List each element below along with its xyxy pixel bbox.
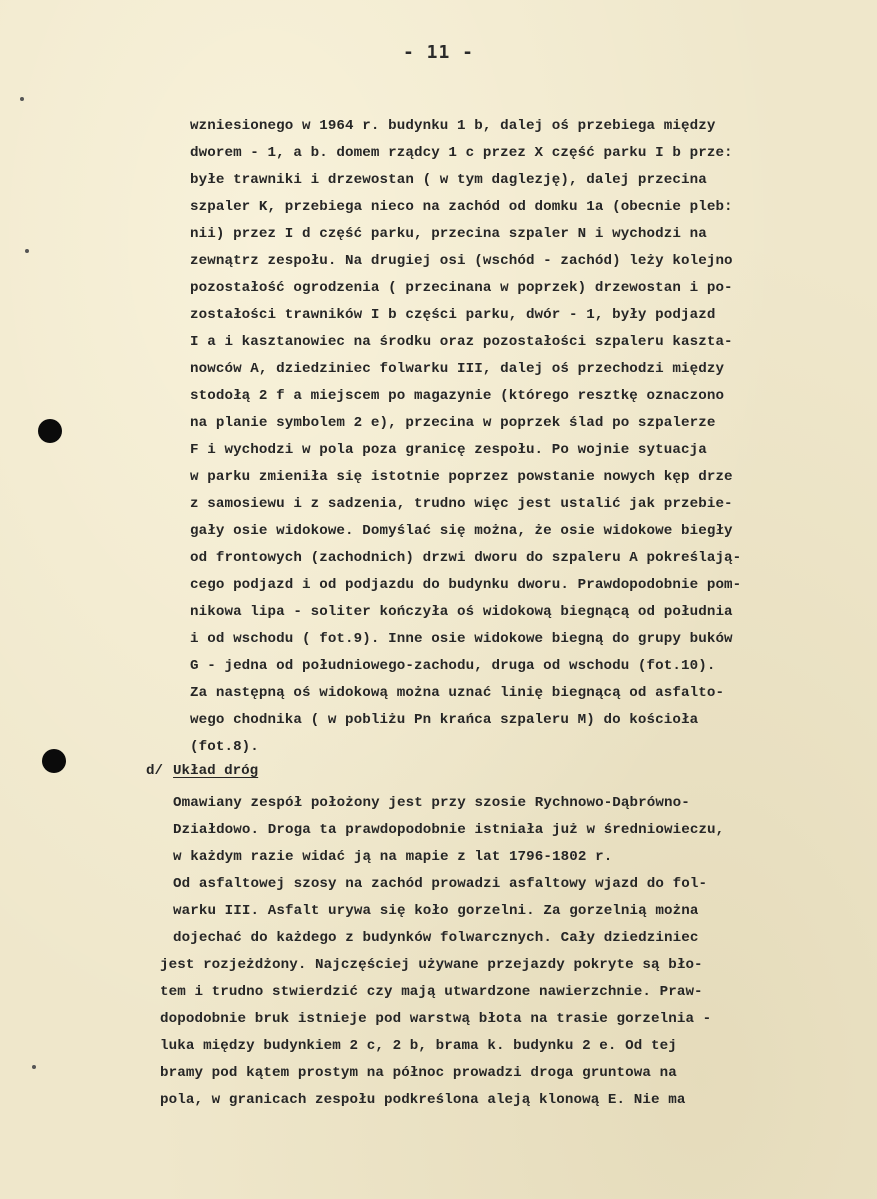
text-line: tem i trudno stwierdzić czy mają utwardzone nawierzchnie. Praw- [160, 984, 703, 1000]
text-line: nikowa lipa - soliter kończyła oś widokową biegnącą od południa [190, 604, 733, 620]
text-line: nowców A, dziedziniec folwarku III, dalej oś przechodzi między [190, 361, 725, 377]
section-heading [146, 762, 258, 780]
text-line: dworem - 1, a b. domem rządcy 1 c przez X część parku I b prze: [190, 145, 733, 161]
text-line: pola, w granicach zespołu podkreślona aleją klonową E. Nie ma [160, 1092, 686, 1108]
text-line: wzniesionego w 1964 r. budynku 1 b, dalej oś przebiega między [190, 118, 716, 134]
text-line: od frontowych (zachodnich) drzwi dworu do szpaleru A pokreślają- [190, 550, 742, 566]
text-line: cego podjazd i od podjazdu do budynku dworu. Prawdopodobnie pom- [190, 577, 742, 593]
text-line: Omawiany zespół położony jest przy szosie Rychnowo-Dąbrówno- [173, 795, 690, 811]
text-line: w parku zmieniła się istotnie poprzez powstanie nowych kęp drze [190, 469, 733, 485]
text-line: bramy pod kątem prostym na północ prowadzi droga gruntowa na [160, 1065, 677, 1081]
text-line: i od wschodu ( fot.9). Inne osie widokowe biegną do grupy buków [190, 631, 733, 647]
text-line: I a i kasztanowiec na środku oraz pozostałości szpaleru kaszta- [190, 334, 733, 350]
text-line: nii) przez I d część parku, przecina szpaler N i wychodzi na [190, 226, 707, 242]
page-number: - 11 - [402, 42, 475, 63]
text-line: stodołą 2 f a miejscem po magazynie (którego resztkę oznaczono [190, 388, 725, 404]
text-line: na planie symbolem 2 e), przecina w poprzek ślad po szpalerze [190, 415, 716, 431]
margin-dot [32, 1065, 36, 1069]
text-line: z samosiewu i z sadzenia, trudno więc jest ustalić jak przebie- [190, 496, 733, 512]
text-line: dojechać do każdego z budynków folwarcznych. Cały dziedziniec [173, 930, 699, 946]
section-title: Układ dróg [173, 763, 259, 779]
text-line: szpaler K, przebiega nieco na zachód od domku 1a (obecnie pleb: [190, 199, 733, 215]
text-line: zewnątrz zespołu. Na drugiej osi (wschód - zachód) leży kolejno [190, 253, 733, 269]
text-line: byłe trawniki i drzewostan ( w tym daglezję), dalej przecina [190, 172, 707, 188]
binder-hole-top [38, 419, 62, 443]
text-line: zostałości trawników I b części parku, dwór - 1, były podjazd [190, 307, 716, 323]
text-line: gały osie widokowe. Domyślać się można, że osie widokowe biegły [190, 523, 733, 539]
text-line: Za następną oś widokową można uznać linię biegnącą od asfalto- [190, 685, 725, 701]
text-line: Działdowo. Droga ta prawdopodobnie istniała już w średniowieczu, [173, 822, 725, 838]
margin-dot [20, 97, 24, 101]
margin-dot [25, 249, 29, 253]
text-line: jest rozjeżdżony. Najczęściej używane przejazdy pokryte są bło- [160, 957, 703, 973]
section-marker: d/ [146, 763, 164, 779]
text-line: warku III. Asfalt urywa się koło gorzelni. Za gorzelnią można [173, 903, 699, 919]
binder-hole-bottom [42, 749, 66, 773]
text-line: w każdym razie widać ją na mapie z lat 1796-1802 r. [173, 849, 613, 865]
text-line: luka między budynkiem 2 c, 2 b, brama k. budynku 2 e. Od tej [160, 1038, 677, 1054]
text-line: Od asfaltowej szosy na zachód prowadzi asfaltowy wjazd do fol- [173, 876, 708, 892]
text-line: dopodobnie bruk istnieje pod warstwą błota na trasie gorzelnia - [160, 1011, 712, 1027]
text-line: pozostałość ogrodzenia ( przecinana w poprzek) drzewostan i po- [190, 280, 733, 296]
text-line: wego chodnika ( w pobliżu Pn krańca szpaleru M) do kościoła [190, 712, 699, 728]
text-line: (fot.8). [190, 739, 259, 755]
text-line: G - jedna od południowego-zachodu, druga od wschodu (fot.10). [190, 658, 716, 674]
text-line: F i wychodzi w pola poza granicę zespołu. Po wojnie sytuacja [190, 442, 707, 458]
